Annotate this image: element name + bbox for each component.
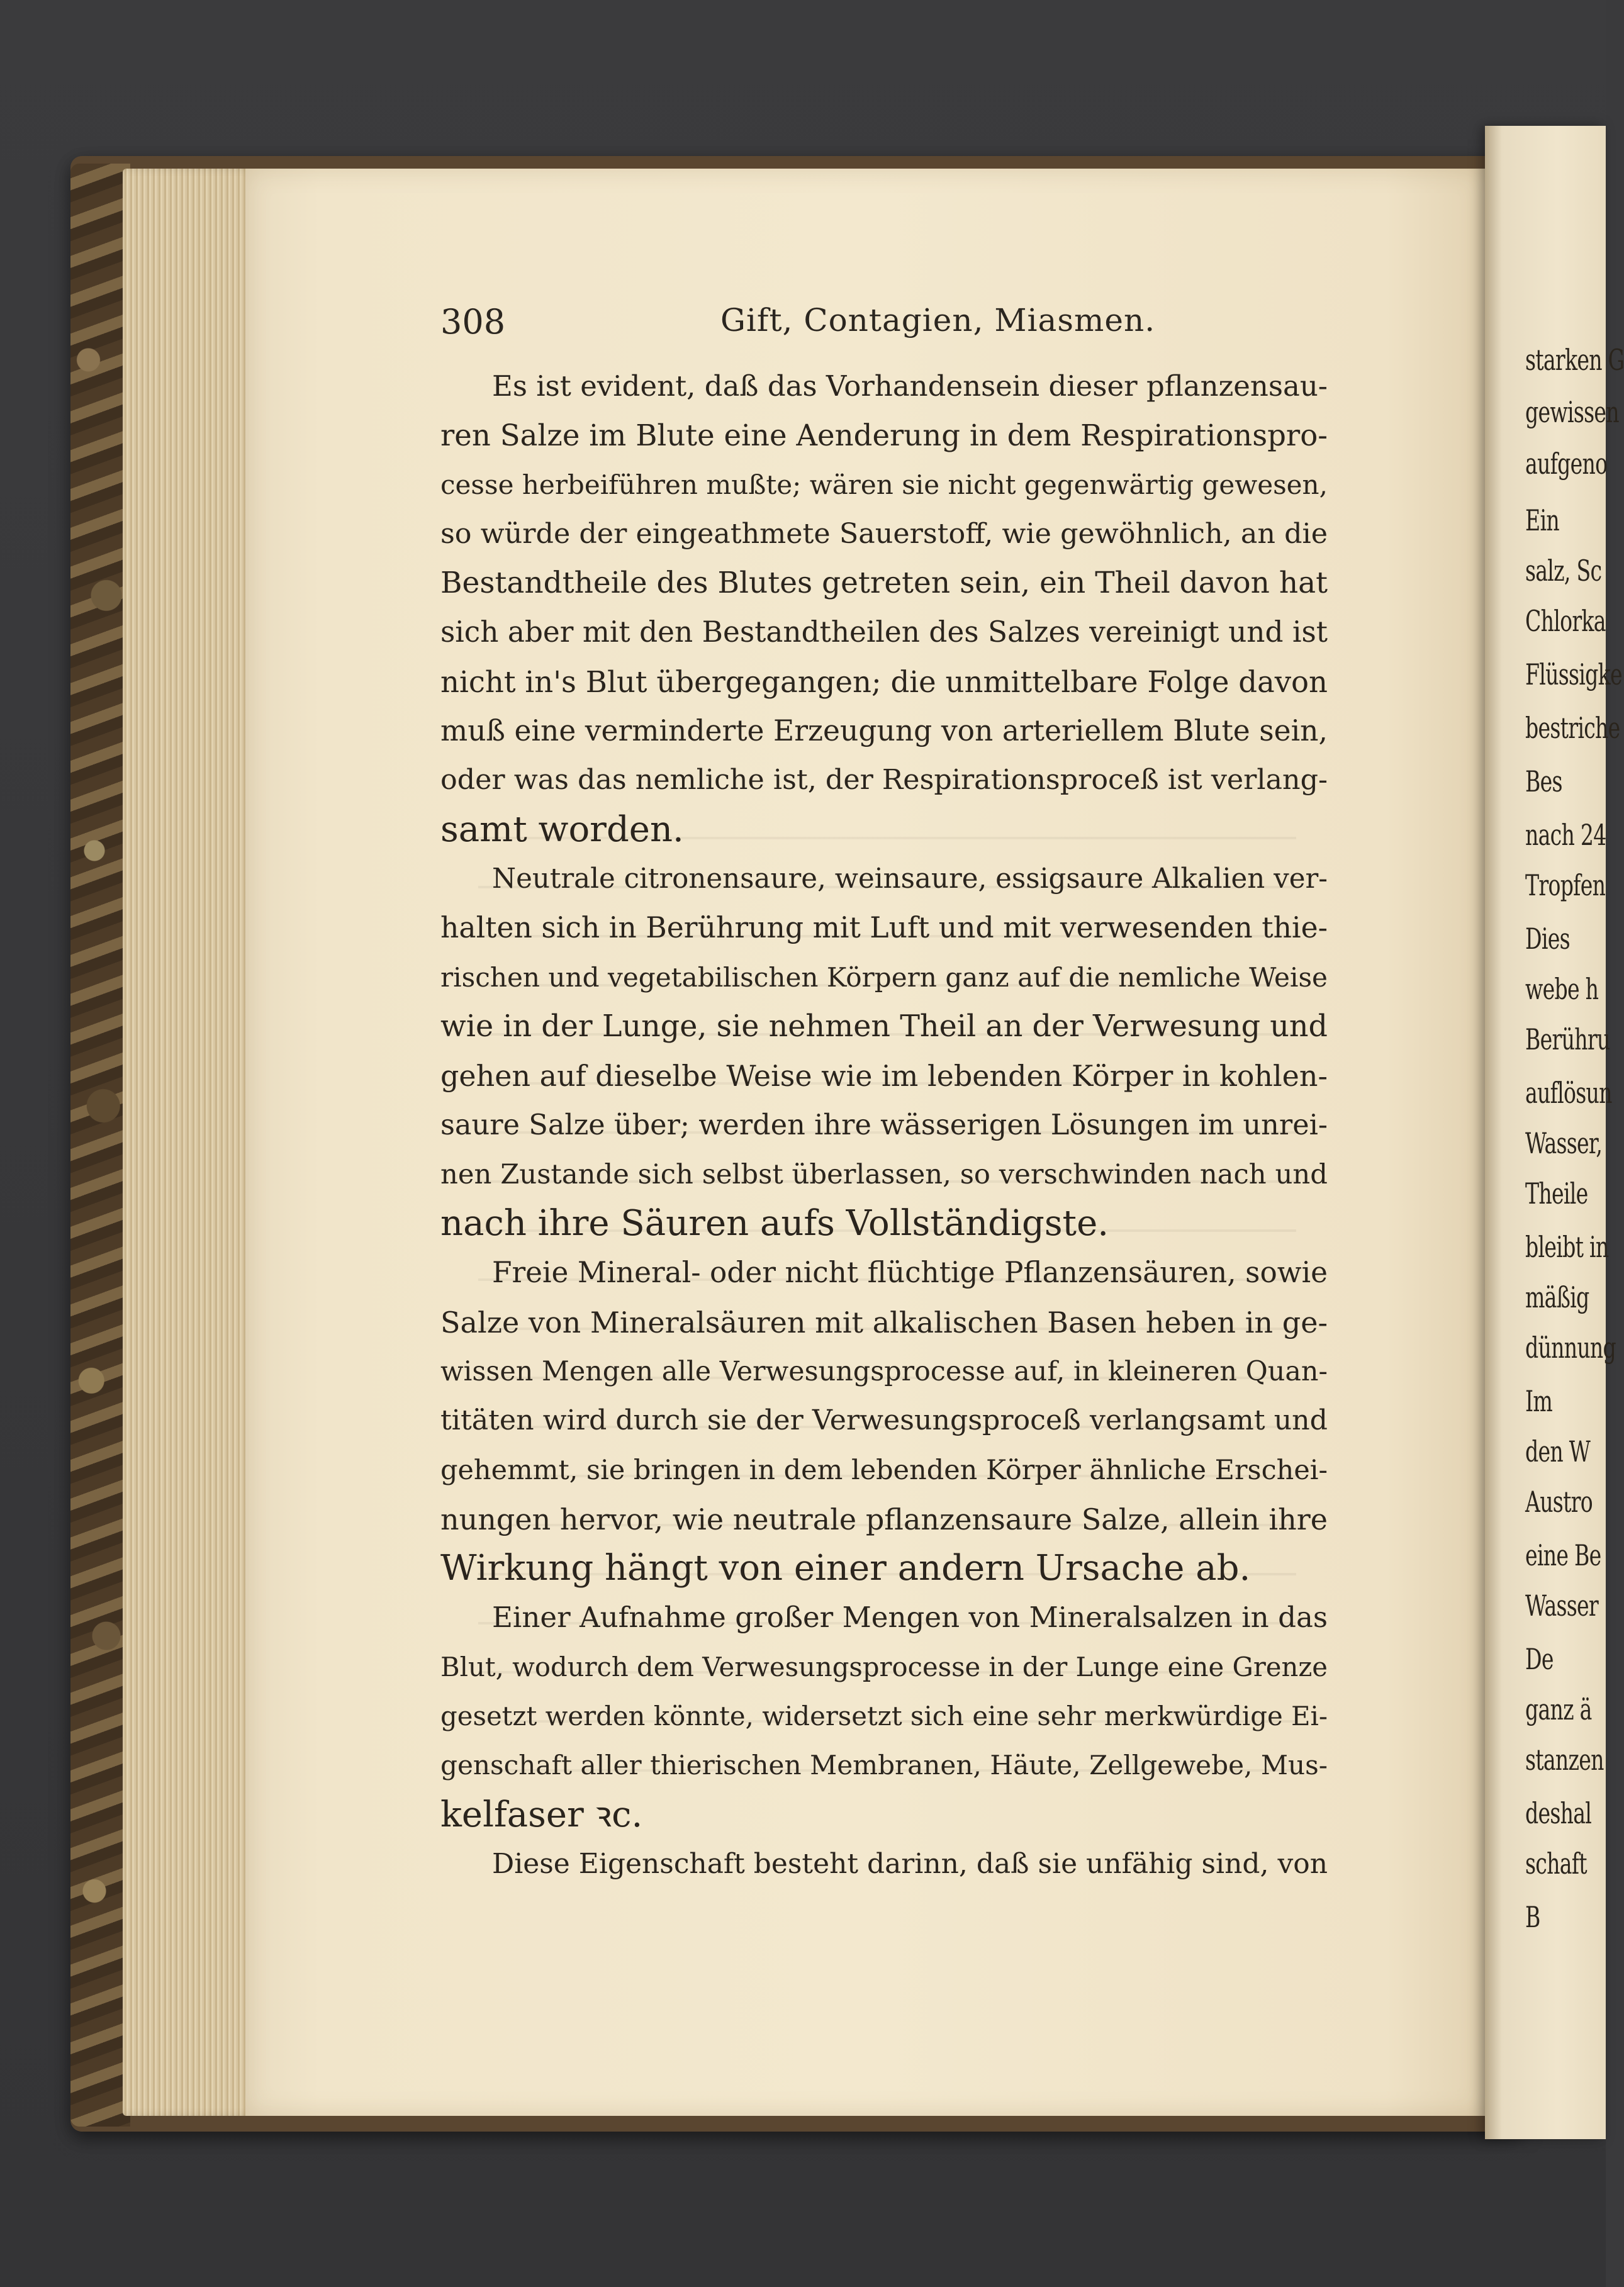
text-line: genschaft aller thierischen Membranen, Häute, Zellgewebe, Mus- — [440, 1750, 1328, 1781]
text-line: halten sich in Berührung mit Luft und mit verwesenden thie- — [440, 911, 1328, 945]
next-page-fragment: Tropfen — [1525, 868, 1606, 902]
text-line: rischen und vegetabilischen Körpern ganz auf die nemliche Weise — [440, 961, 1328, 993]
text-line: nungen hervor, wie neutrale pflanzensaure Salze, allein ihre — [440, 1502, 1328, 1536]
page-header — [440, 302, 1328, 346]
text-line: oder was das nemliche ist, der Respirationsproceß ist verlang- — [440, 764, 1328, 797]
text-line: Einer Aufnahme großer Mengen von Mineralsalzen in das — [492, 1601, 1328, 1635]
page-number: 308 — [440, 302, 506, 342]
text-line: Salze von Mineralsäuren mit alkalischen Basen heben in ge- — [440, 1305, 1328, 1339]
running-head: Gift, Contagien, Miasmen. — [720, 302, 1156, 338]
next-page-fragment: Flüssigke — [1525, 657, 1622, 691]
text-line: muß eine verminderte Erzeugung von arteriellem Blute sein, — [440, 714, 1328, 748]
text-line: Wirkung hängt von einer andern Ursache ab. — [440, 1548, 1251, 1589]
next-page-fragment: bleibt in — [1525, 1230, 1609, 1264]
next-page-fragment: Im — [1525, 1384, 1553, 1418]
next-page-fragment: stanzen — [1525, 1743, 1604, 1777]
next-page-edge — [1485, 126, 1624, 2139]
text-line: gesetzt werden könnte, widersetzt sich eine sehr merkwürdige Ei- — [440, 1701, 1328, 1732]
next-page-fragment: starken G — [1525, 343, 1624, 377]
text-line: titäten wird durch sie der Verwesungsproceß verlangsamt und — [440, 1404, 1328, 1437]
next-page-fragment: Dies — [1525, 922, 1570, 956]
text-line: nicht in's Blut übergegangen; die unmittelbare Folge davon — [440, 664, 1328, 699]
next-page-fragment: mäßig — [1525, 1280, 1589, 1314]
next-page-fragment: Austro — [1525, 1485, 1593, 1519]
page-stack-edge — [123, 169, 258, 2116]
text-line: sich aber mit den Bestandtheilen des Salzes vereinigt und ist — [440, 615, 1328, 649]
next-page-fragment: webe h — [1525, 972, 1599, 1006]
next-page-fragment: Theile — [1525, 1177, 1588, 1211]
text-line: Es ist evident, daß das Vorhandensein dieser pflanzensau- — [492, 369, 1328, 403]
body-text — [440, 362, 1328, 1889]
text-line: samt worden. — [440, 808, 684, 850]
text-line: wie in der Lunge, sie nehmen Theil an der Verwesung und — [440, 1009, 1328, 1044]
next-page-fragment: nach 24 — [1525, 818, 1606, 852]
next-page-fragment: auflösun — [1525, 1076, 1612, 1110]
text-line: wissen Mengen alle Verwesungsprocesse auf, in kleineren Quan- — [440, 1355, 1328, 1387]
next-page-fragment: B — [1525, 1900, 1540, 1934]
next-page-fragment: ganz ä — [1525, 1692, 1592, 1726]
next-page-fragment: Chlorka — [1525, 604, 1606, 638]
text-line: nach ihre Säuren aufs Vollständigste. — [440, 1203, 1109, 1244]
text-line: cesse herbeiführen mußte; wären sie nicht gegenwärtig gewesen, — [440, 469, 1328, 500]
text-line: gehen auf dieselbe Weise wie im lebenden Körper in kohlen- — [440, 1059, 1328, 1093]
next-page-fragment: eine Be — [1525, 1538, 1601, 1572]
next-page-fragment: Bes — [1525, 764, 1562, 798]
next-page-fragment: schaft — [1525, 1847, 1587, 1881]
text-line: kelfaser ꝛc. — [440, 1794, 643, 1835]
next-page-fragment: Ein — [1525, 503, 1559, 537]
text-line: saure Salze über; werden ihre wässerigen Lösungen im unrei- — [440, 1109, 1328, 1142]
next-page-fragment: Berühru — [1525, 1022, 1610, 1056]
next-page-fragment: deshal — [1525, 1796, 1592, 1830]
text-line: Neutrale citronensaure, weinsaure, essigsaure Alkalien ver- — [492, 863, 1328, 895]
next-page-fragment: Wasser — [1525, 1589, 1599, 1623]
next-page-fragment: bestriche — [1525, 711, 1620, 745]
text-line: Bestandtheile des Blutes getreten sein, ein Theil davon hat — [440, 566, 1328, 601]
next-page-fragment: salz, Sc — [1525, 554, 1602, 588]
text-line: gehemmt, sie bringen in dem lebenden Körper ähnliche Erschei- — [440, 1454, 1328, 1486]
next-page-fragment: den W — [1525, 1434, 1591, 1468]
next-page-fragment: aufgeno — [1525, 447, 1608, 481]
text-line: so würde der eingeathmete Sauerstoff, wie gewöhnlich, an die — [440, 517, 1328, 550]
next-page-fragment: dünnung — [1525, 1331, 1616, 1365]
text-line: Diese Eigenschaft besteht darinn, daß sie unfähig sind, von — [492, 1847, 1328, 1880]
next-page-fragment: De — [1525, 1642, 1554, 1676]
marbled-edge — [70, 164, 130, 2127]
next-page-fragment: Wasser, — [1525, 1126, 1603, 1160]
text-line: nen Zustande sich selbst überlassen, so verschwinden nach und — [440, 1158, 1328, 1190]
next-page-fragment: gewissen — [1525, 395, 1619, 429]
text-line: Blut, wodurch dem Verwesungsprocesse in der Lunge eine Grenze — [440, 1651, 1328, 1682]
text-line: ren Salze im Blute eine Aenderung in dem Respirationspro- — [440, 418, 1328, 453]
text-line: Freie Mineral- oder nicht flüchtige Pflanzensäuren, sowie — [492, 1256, 1328, 1290]
